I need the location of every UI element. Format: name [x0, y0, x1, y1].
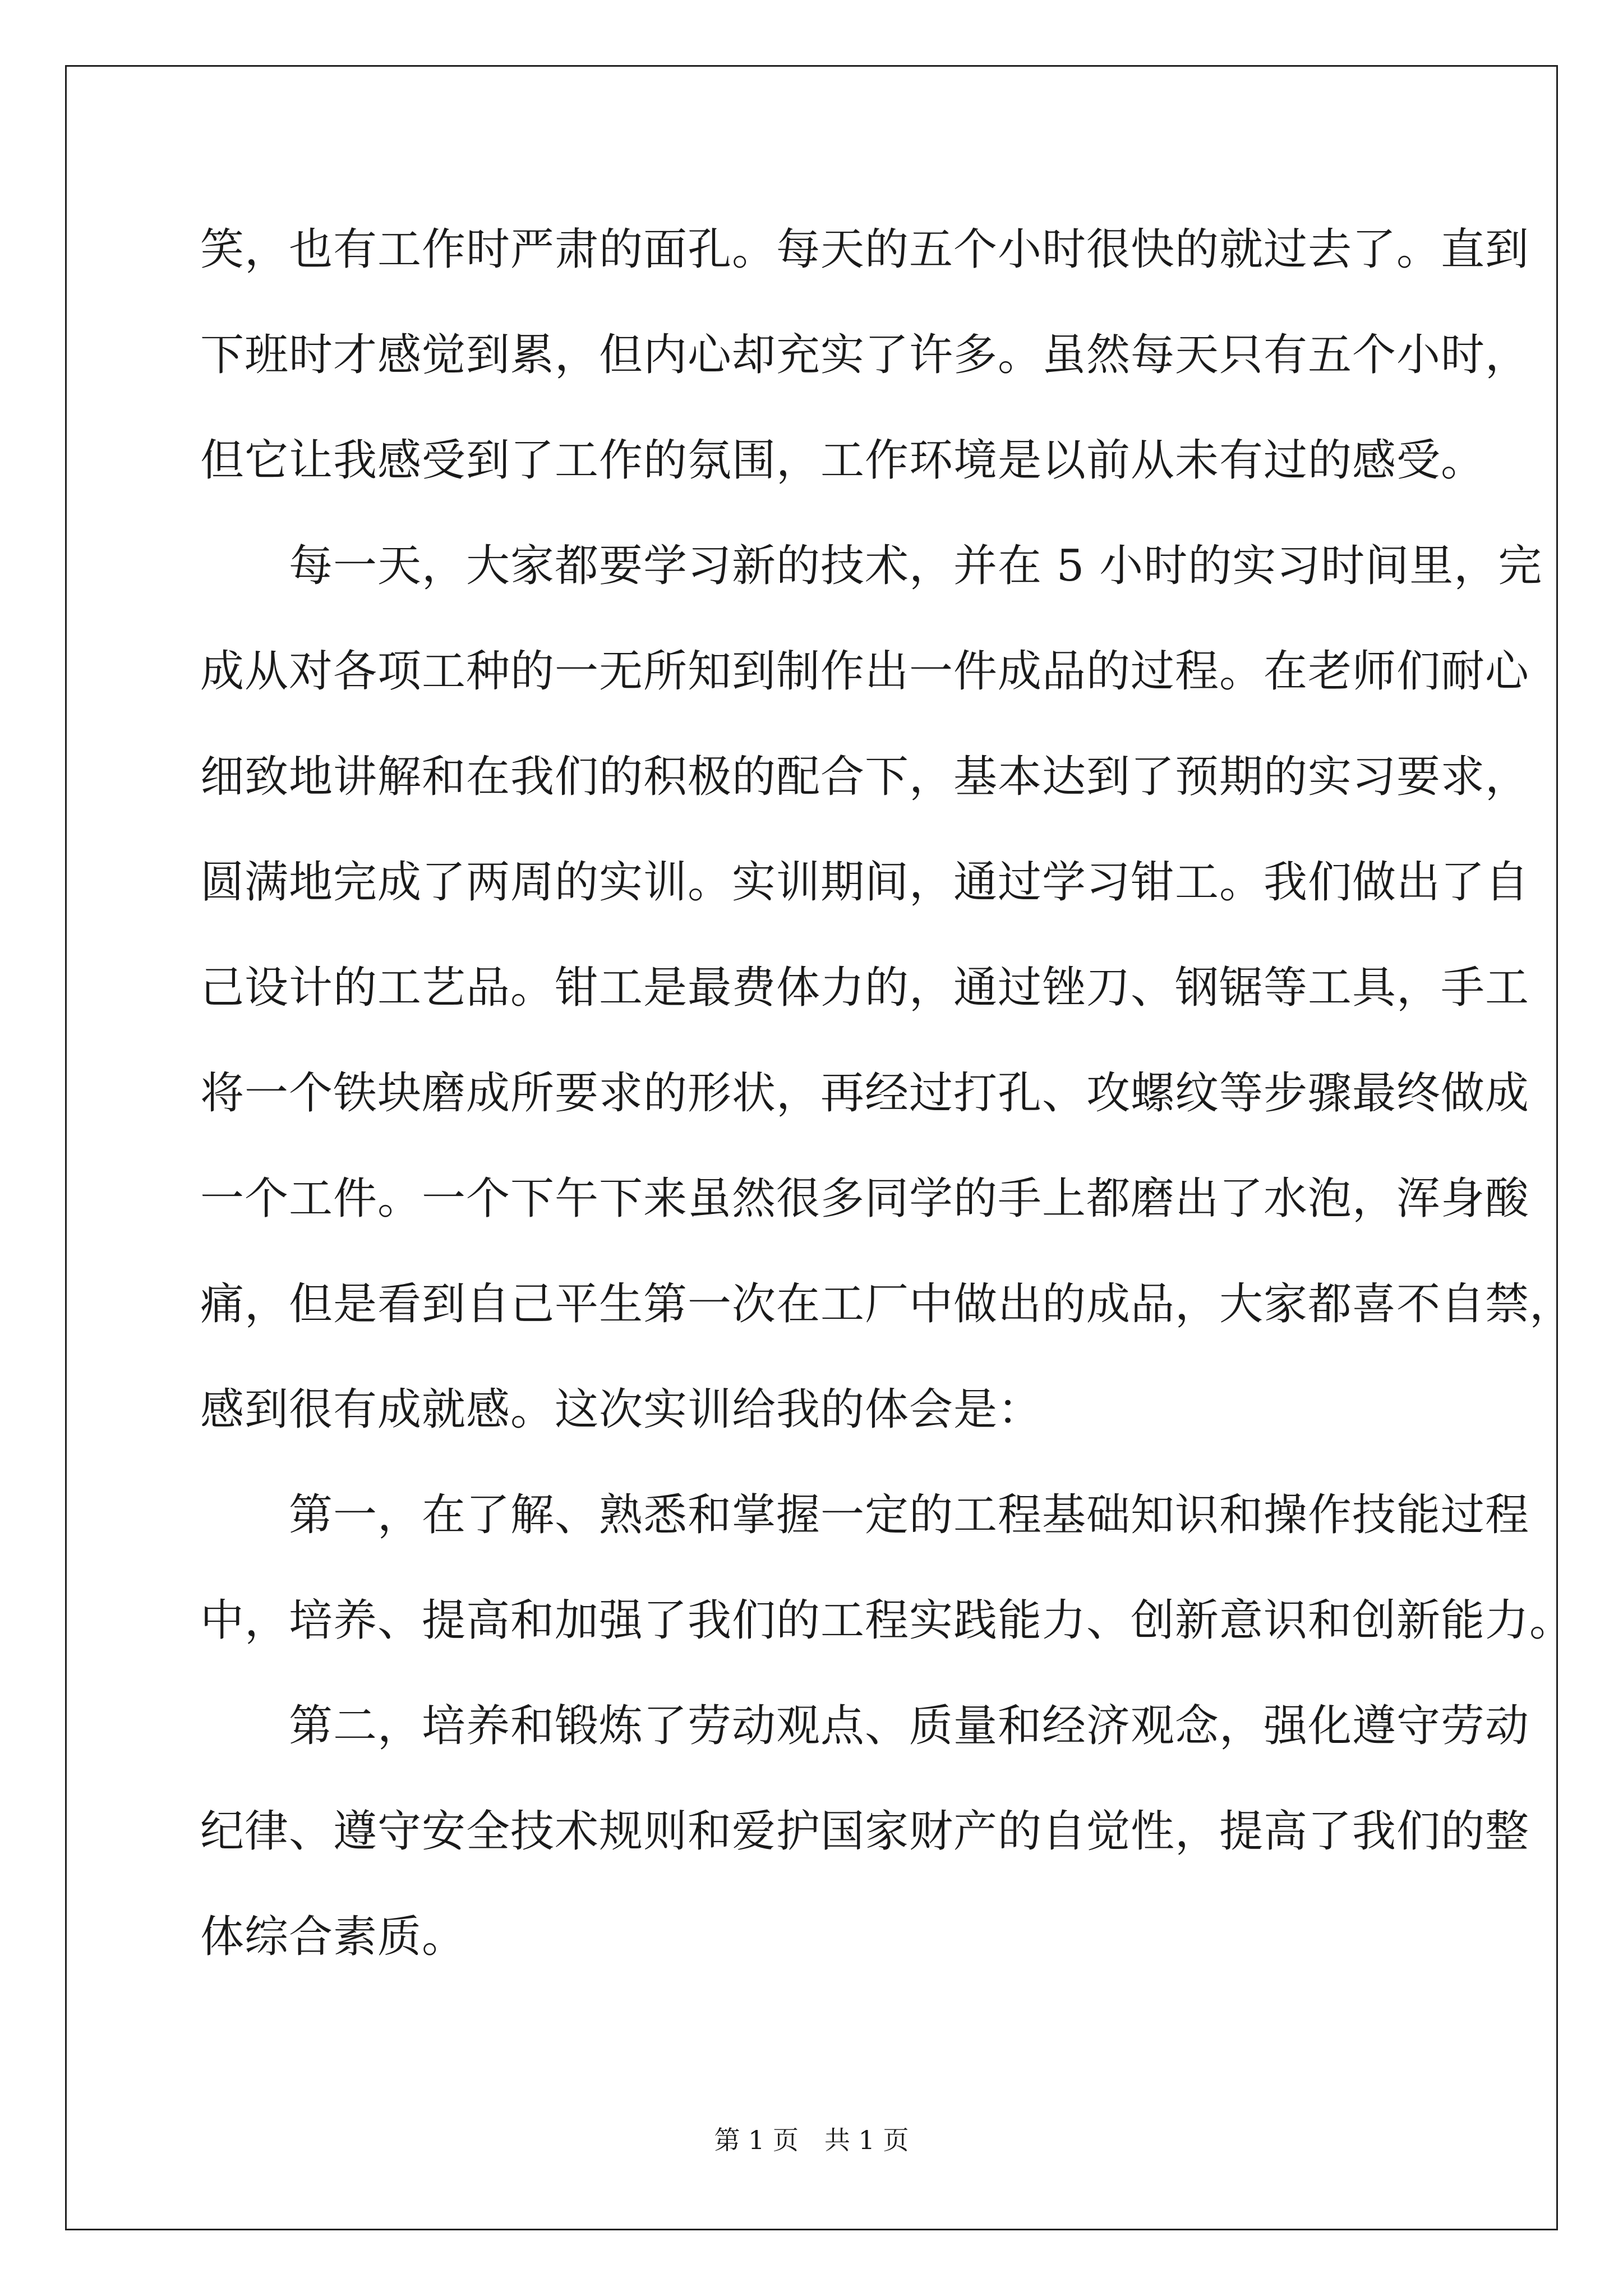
text-line: 笑，也有工作时严肃的面孔。每天的五个小时很快的就过去了。直到: [200, 224, 1530, 275]
text-line: 己设计的工艺品。钳工是最费体力的，通过锉刀、钢锯等工具，手工: [200, 963, 1530, 1013]
page-number: 第 1 页 共 1 页: [714, 2125, 909, 2155]
text-line: 痛，但是看到自己平生第一次在工厂中做出的成品，大家都喜不自禁，: [200, 1279, 1574, 1329]
text-line: 一个工件。一个下午下来虽然很多同学的手上都磨出了水泡，浑身酸: [200, 1174, 1530, 1224]
document-body: [200, 220, 1574, 2013]
text-line: 第一，在了解、熟悉和掌握一定的工程基础知识和操作技能过程: [200, 1490, 1530, 1540]
text-line: 感到很有成就感。这次实训给我的体会是：: [200, 1384, 1043, 1435]
text-line: 中，培养、提高和加强了我们的工程实践能力、创新意识和创新能力。: [200, 1595, 1574, 1646]
text-line: 体综合素质。: [200, 1912, 467, 1962]
text-line: 但它让我感受到了工作的氛围，工作环境是以前从未有过的感受。: [200, 435, 1486, 486]
text-line: 将一个铁块磨成所要求的形状，再经过打孔、攻螺纹等步骤最终做成: [200, 1068, 1530, 1119]
text-line: 细致地讲解和在我们的积极的配合下，基本达到了预期的实习要求，: [200, 752, 1530, 802]
text-line: 每一天，大家都要学习新的技术，并在 5 小时的实习时间里，完: [200, 541, 1543, 591]
text-line: 纪律、遵守安全技术规则和爱护国家财产的自觉性，提高了我们的整: [200, 1806, 1530, 1857]
text-line: 成从对各项工种的一无所知到制作出一件成品的过程。在老师们耐心: [200, 646, 1530, 697]
text-line: 第二，培养和锻炼了劳动观点、质量和经济观念，强化遵守劳动: [200, 1701, 1530, 1751]
text-line: 下班时才感觉到累，但内心却充实了许多。虽然每天只有五个小时，: [200, 330, 1530, 380]
text-line: 圆满地完成了两周的实训。实训期间，通过学习钳工。我们做出了自: [200, 857, 1530, 908]
